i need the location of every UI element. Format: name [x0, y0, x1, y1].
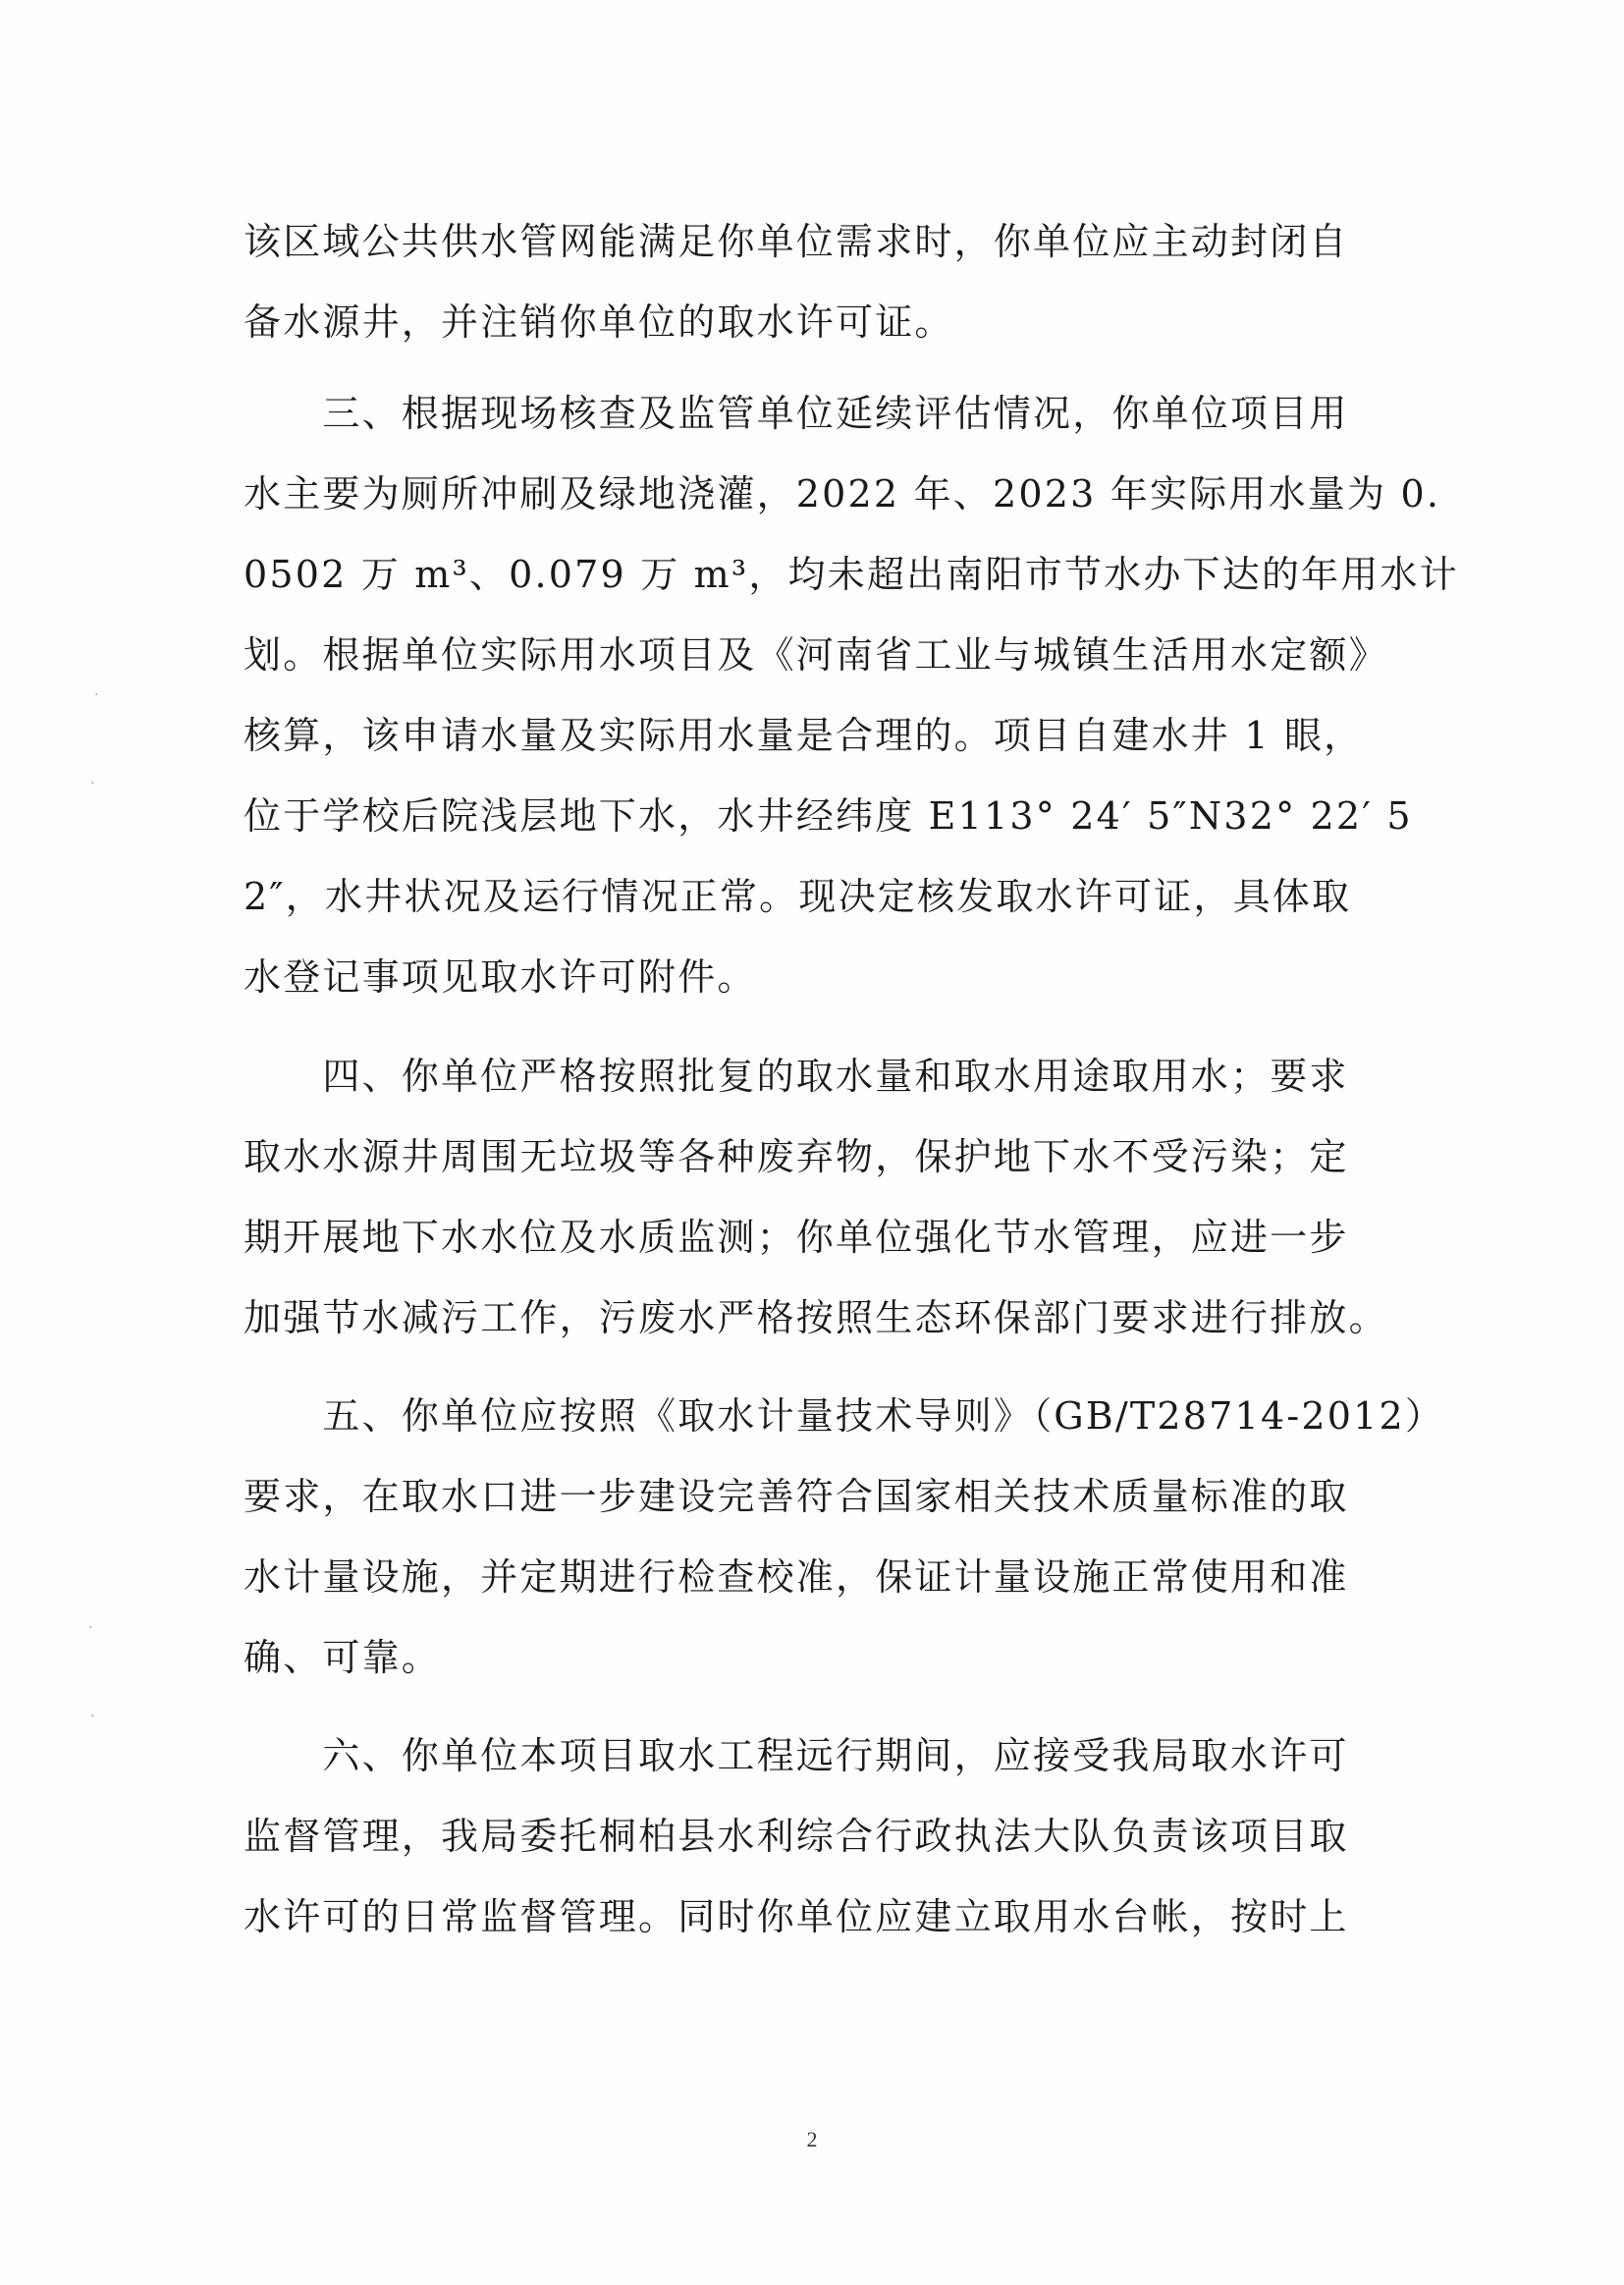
paragraph-5-start: 五、你单位应按照《取水计量技术导则》（GB/T28714-2012） — [244, 1394, 1445, 1438]
page-number: 2 — [806, 2127, 818, 2151]
scan-speck: · — [90, 1709, 95, 1724]
text-line: 位于学校后院浅层地下水，水井经纬度 E113° 24′ 5″N32° 22′ 5 — [244, 794, 1413, 838]
text-line: 水登记事项见取水许可附件。 — [244, 955, 757, 999]
scan-speck: · — [88, 1620, 93, 1636]
text-line: 取水水源井周围无垃圾等各种废弃物，保护地下水不受污染；定 — [244, 1135, 1349, 1178]
scan-speck: · — [90, 776, 95, 791]
text-line: 水主要为厕所冲刷及绿地浇灌，2022 年、2023 年实际用水量为 0. — [244, 472, 1441, 516]
text-line: 水计量设施，并定期进行检查校准，保证计量设施正常使用和准 — [244, 1555, 1349, 1599]
paragraph-3-start: 三、根据现场核查及监管单位延续评估情况，你单位项目用 — [244, 392, 1349, 435]
text-line: 备水源井，并注销你单位的取水许可证。 — [244, 300, 954, 344]
text-line: 该区域公共供水管网能满足你单位需求时，你单位应主动封闭自 — [244, 220, 1349, 263]
text-line: 2″，水井状况及运行情况正常。现决定核发取水许可证，具体取 — [244, 875, 1352, 918]
paragraph-6-start: 六、你单位本项目取水工程远行期间，应接受我局取水许可 — [244, 1734, 1349, 1777]
text-line: 期开展地下水水位及水质监测；你单位强化节水管理，应进一步 — [244, 1216, 1349, 1259]
text-line: 核算，该申请水量及实际用水量是合理的。项目自建水井 1 眼， — [244, 714, 1364, 757]
text-line: 水许可的日常监督管理。同时你单位应建立取用水台帐，按时上 — [244, 1895, 1349, 1938]
text-line: 0502 万 m³、0.079 万 m³，均未超出南阳市节水办下达的年用水计 — [244, 553, 1459, 596]
scan-speck: · — [94, 687, 99, 703]
paragraph-4-start: 四、你单位严格按照批复的取水量和取水用途取用水；要求 — [244, 1055, 1349, 1098]
text-line: 监督管理，我局委托桐柏县水利综合行政执法大队负责该项目取 — [244, 1815, 1349, 1858]
text-line: 划。根据单位实际用水项目及《河南省工业与城镇生活用水定额》 — [244, 633, 1388, 677]
text-line: 要求，在取水口进一步建设完善符合国家相关技术质量标准的取 — [244, 1475, 1349, 1518]
text-line: 确、可靠。 — [244, 1636, 442, 1679]
text-line: 加强节水减污工作，污废水严格按照生态环保部门要求进行排放。 — [244, 1296, 1388, 1339]
